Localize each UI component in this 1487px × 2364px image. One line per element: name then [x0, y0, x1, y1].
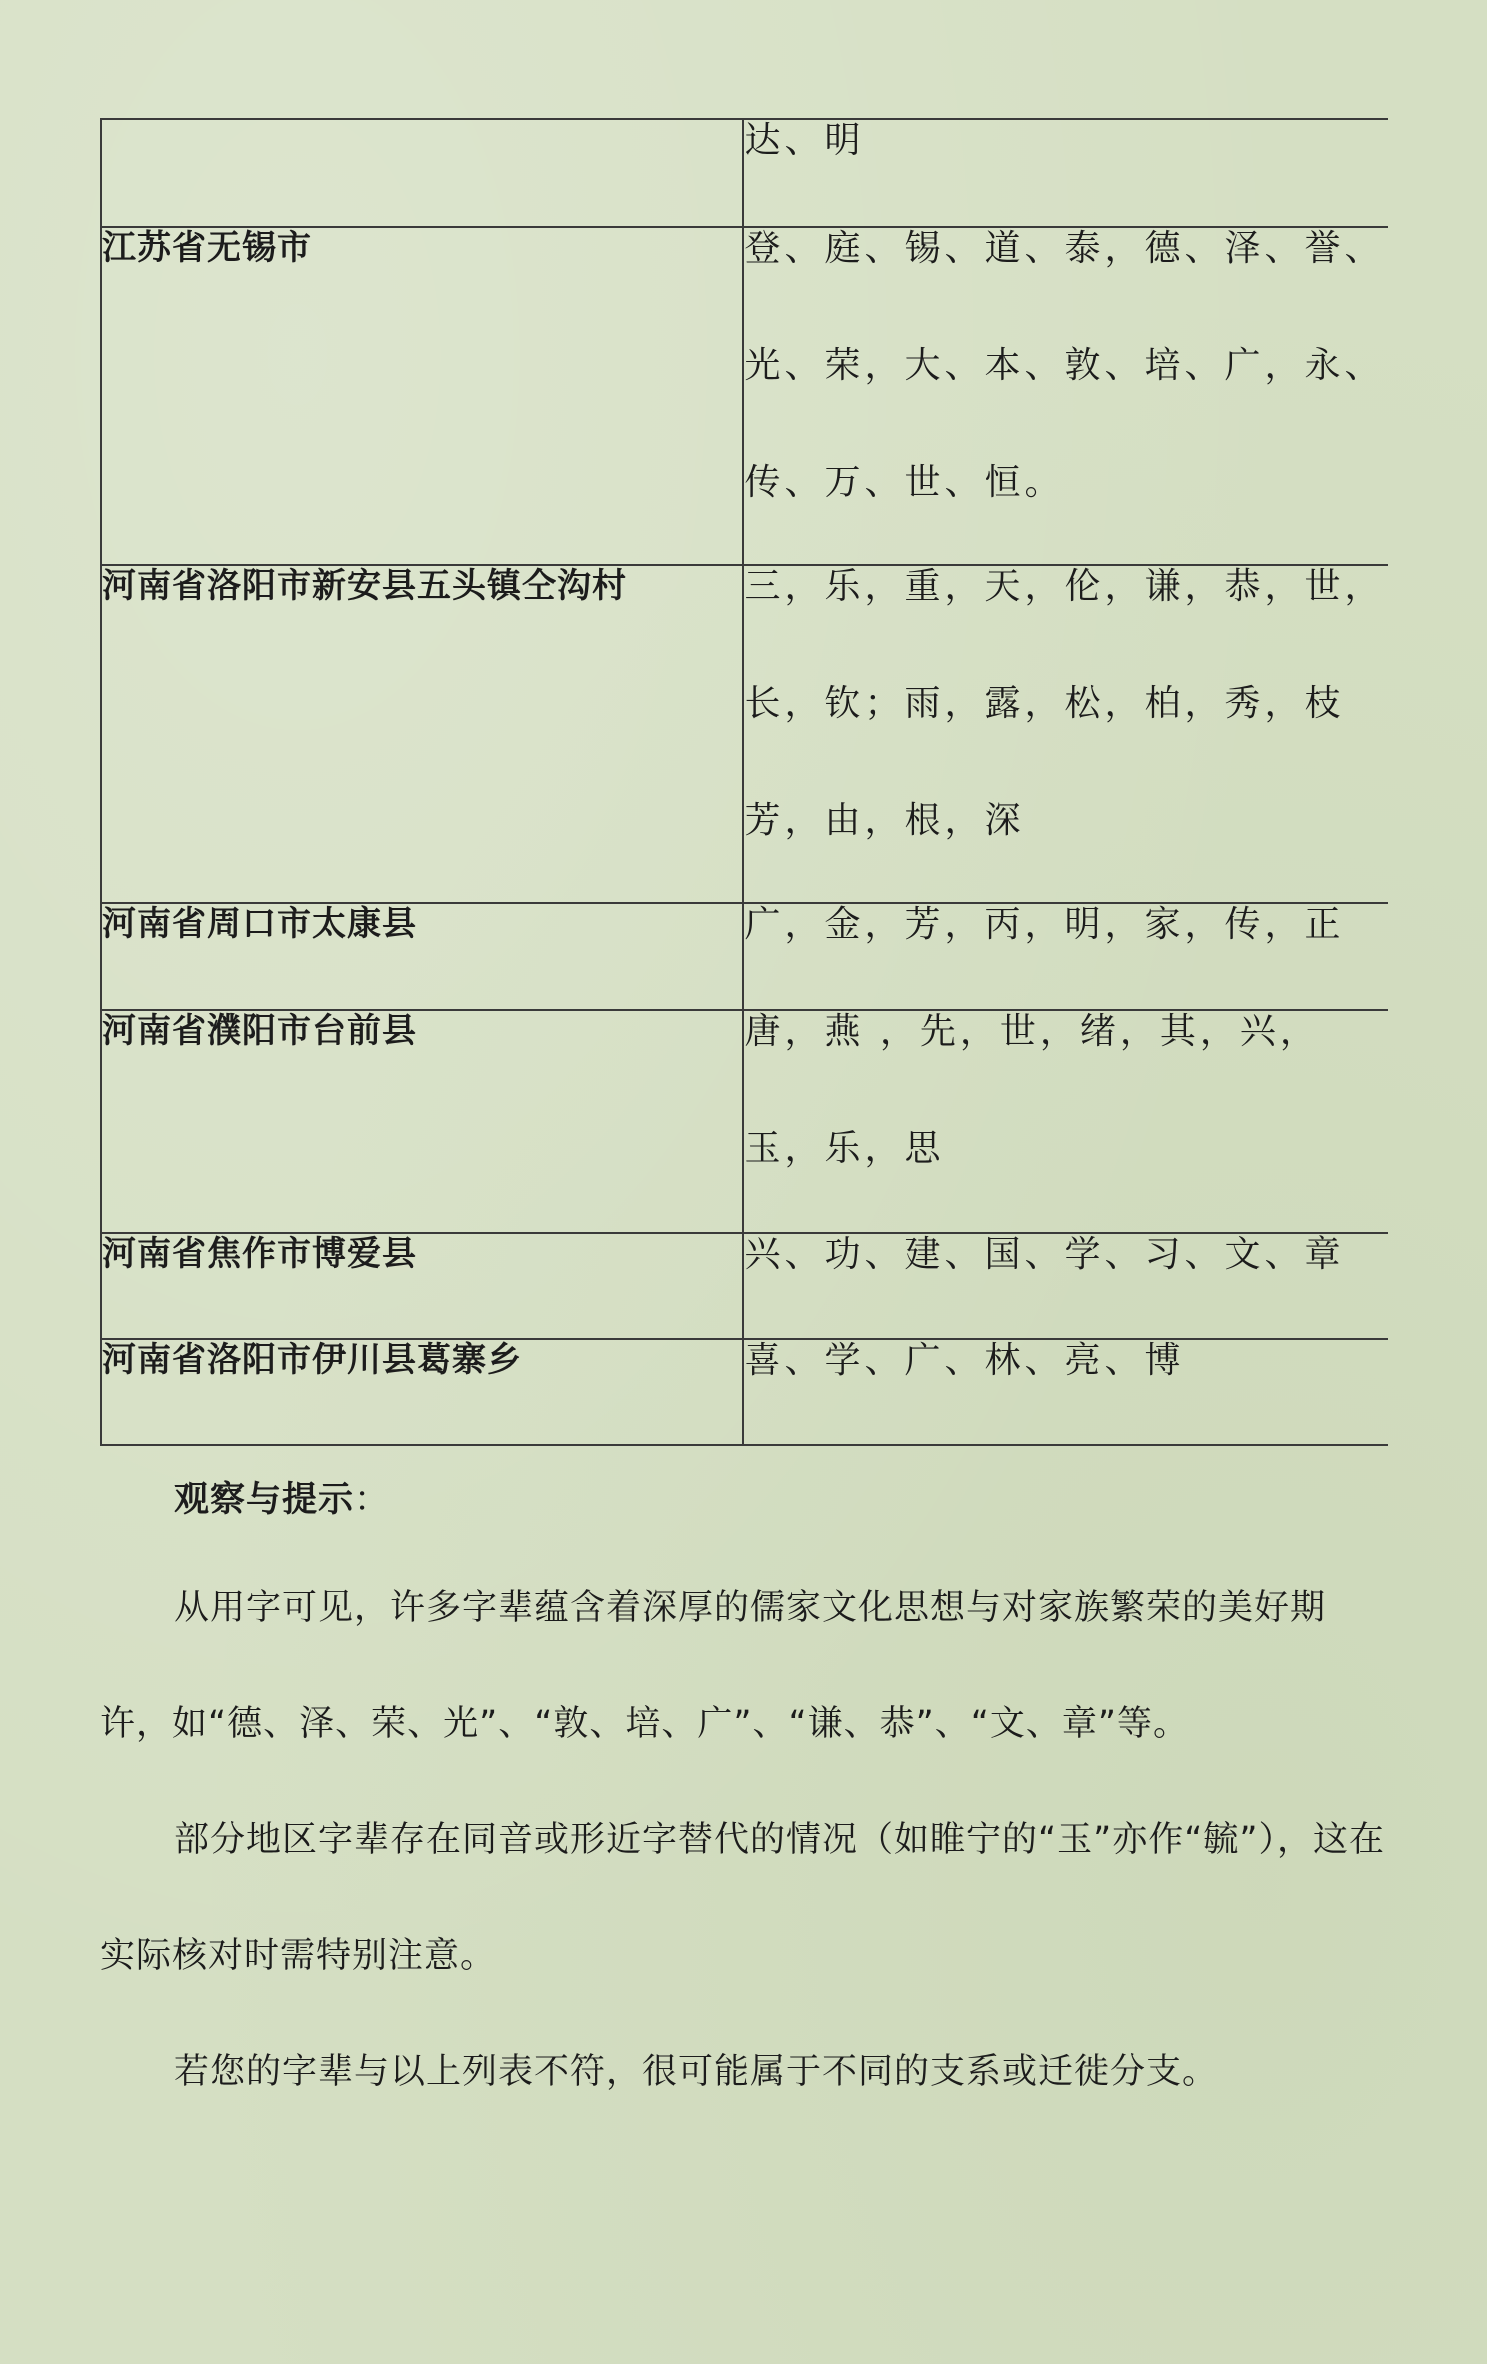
table-row: [101, 565, 1388, 903]
table-row: [101, 1339, 1388, 1445]
notes-heading-colon: ：: [354, 1480, 391, 1520]
generation-chars-cell: [743, 227, 1388, 565]
notes-paragraph-1: 从用字可见，许多字辈蕴含着深厚的儒家文化思想与对家族繁荣的美好期许，如“德、泽、荣、光”、“敦、培、广”、“谦、恭”、“文、章”等。: [100, 1588, 1327, 1744]
notes-paragraph-2: 部分地区字辈存在同音或形近字替代的情况（如睢宁的“玉”亦作“毓”），这在实际核对时需特别注意。: [100, 1820, 1386, 1976]
table-row: [101, 227, 1388, 565]
generation-chars: 登、庭、锡、道、泰，德、泽、誉、光、荣，大、本、敦、培、广，永、传、万、世、恒。: [744, 228, 1385, 503]
notes-section: [100, 1470, 1390, 2130]
place-name: 河南省濮阳市台前县: [102, 1011, 417, 1051]
generation-chars-cell: [743, 1339, 1388, 1445]
place-name: 河南省洛阳市伊川县葛寨乡: [102, 1340, 522, 1380]
generation-chars: 达、明: [744, 120, 865, 161]
generation-chars: 喜、学、广、林、亮、博: [744, 1340, 1185, 1381]
place-cell: [101, 119, 743, 227]
place-name: 河南省焦作市博爱县: [102, 1234, 417, 1274]
generation-chars: 广，金，芳，丙，明，家，传，正: [744, 904, 1345, 945]
notes-heading-label: 观察与提示: [174, 1480, 355, 1520]
place-name: 河南省周口市太康县: [102, 904, 417, 944]
place-cell: [101, 903, 743, 1010]
generation-names-table: [100, 118, 1388, 1446]
place-cell: [101, 227, 743, 565]
place-name: 河南省洛阳市新安县五头镇仝沟村: [102, 566, 627, 606]
place-cell: [101, 1010, 743, 1233]
generation-chars: 兴、功、建、国、学、习、文、章: [744, 1234, 1345, 1275]
place-name: 江苏省无锡市: [102, 228, 312, 268]
generation-chars-cell: [743, 565, 1388, 903]
place-cell: [101, 565, 743, 903]
notes-paragraph-3: 若您的字辈与以上列表不符，很可能属于不同的支系或迁徙分支。: [174, 2052, 1219, 2092]
place-cell: [101, 1339, 743, 1445]
generation-chars: 唐，燕 ，先，世，绪，其，兴，玉，乐，思: [744, 1011, 1320, 1169]
generation-chars: 三，乐，重，天，伦，谦，恭，世，长，钦；雨，露，松，柏，秀，枝芳，由，根，深: [744, 566, 1385, 841]
notes-heading: [100, 1470, 1390, 1530]
place-cell: [101, 1233, 743, 1339]
